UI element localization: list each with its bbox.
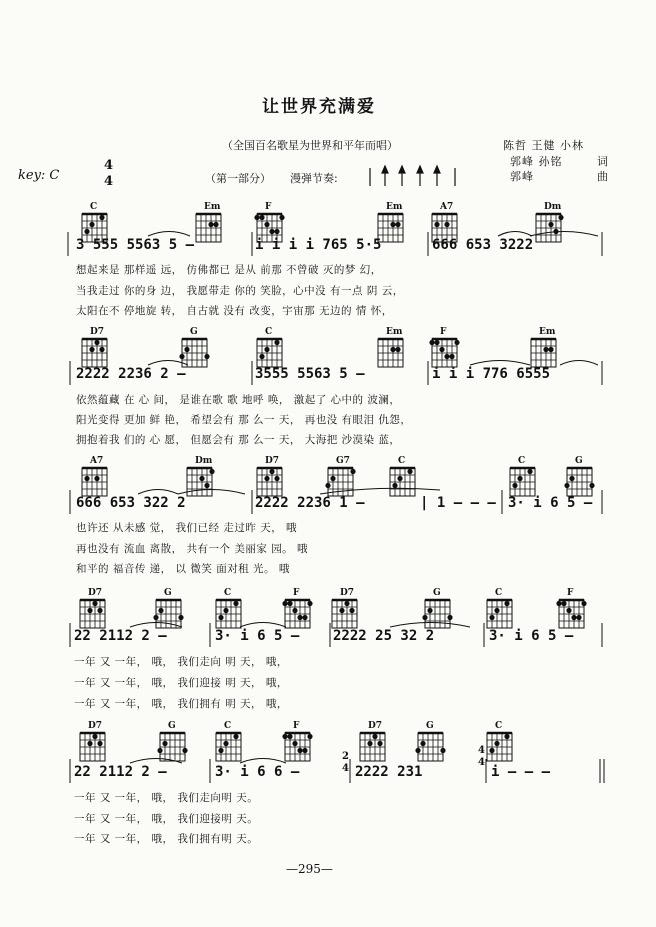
intro-label: 漫弹节奏: <box>290 172 338 185</box>
s3-measure-2: 2222 2236 1 — <box>255 495 365 511</box>
chord-finger-dot <box>233 601 238 606</box>
chord-finger-dot <box>581 601 586 606</box>
chord-name-0: D7 <box>88 721 103 731</box>
composer-label: 曲 <box>597 170 609 183</box>
chord-finger-dot <box>87 608 92 613</box>
chord-finger-dot <box>287 601 292 606</box>
chord-finger-dot <box>153 615 158 620</box>
time-signature-top: 4 <box>104 158 114 173</box>
s5-lyric-1: 一年 又 一年， 哦， 我们走向明 天。 <box>74 792 259 804</box>
chord-name-2: C <box>265 327 273 337</box>
chord-diagram <box>510 468 535 496</box>
chord-finger-dot <box>589 483 594 488</box>
chord-name-2: D7 <box>265 456 280 466</box>
chord-finger-dot <box>434 222 439 227</box>
s1-measure-3: 666 653 3222 <box>432 237 534 253</box>
chord-finger-dot <box>444 354 449 359</box>
chord-finger-dot <box>204 483 209 488</box>
chord-diagram <box>80 733 105 761</box>
chord-finger-dot <box>158 608 163 613</box>
chord-finger-dot <box>367 741 372 746</box>
chord-diagram <box>332 600 357 628</box>
slur <box>138 490 178 495</box>
chord-diagram <box>216 733 241 761</box>
chord-diagram <box>179 339 209 367</box>
chord-finger-dot <box>218 748 223 753</box>
chord-finger-dot <box>279 215 284 220</box>
chord-finger-dot <box>415 748 420 753</box>
chord-name-1: G <box>168 721 176 731</box>
chord-diagram <box>390 468 415 496</box>
chord-finger-dot <box>390 347 395 352</box>
chord-diagram <box>216 600 241 628</box>
chord-finger-dot <box>162 741 167 746</box>
chord-finger-dot <box>504 734 509 739</box>
chord-finger-dot <box>84 476 89 481</box>
chord-finger-dot <box>184 347 189 352</box>
chord-finger-dot <box>512 483 517 488</box>
chord-finger-dot <box>179 354 184 359</box>
chord-finger-dot <box>208 222 213 227</box>
chord-finger-dot <box>350 469 355 474</box>
chord-finger-dot <box>218 615 223 620</box>
chord-name-1: Em <box>204 202 221 212</box>
chord-name-4: F <box>440 327 447 337</box>
chord-finger-dot <box>213 222 218 227</box>
chord-name-5: C <box>518 456 526 466</box>
s2-measure-1: 2222 2236 2 — <box>76 366 186 382</box>
chord-finger-dot <box>97 741 102 746</box>
chord-finger-dot <box>302 748 307 753</box>
chord-finger-dot <box>178 615 183 620</box>
chord-diagram <box>531 339 556 367</box>
chord-diagram <box>282 600 312 628</box>
chord-finger-dot <box>429 340 434 345</box>
chord-finger-dot <box>274 476 279 481</box>
subtitle: （全国百名歌星为世界和平年而唱） <box>222 139 398 152</box>
chord-finger-dot <box>84 229 89 234</box>
chord-diagram <box>157 733 187 761</box>
chord-finger-dot <box>504 601 509 606</box>
key-signature: key: C <box>18 168 60 183</box>
chord-finger-dot <box>254 215 259 220</box>
time-signature-bottom: 4 <box>104 174 114 189</box>
chord-finger-dot <box>397 476 402 481</box>
chord-diagram <box>196 214 221 242</box>
chord-finger-dot <box>420 741 425 746</box>
chord-finger-dot <box>349 608 354 613</box>
chord-name-2: C <box>224 588 232 598</box>
chord-finger-dot <box>390 222 395 227</box>
chord-finger-dot <box>92 601 97 606</box>
page-number: —295— <box>286 862 333 876</box>
chord-finger-dot <box>292 608 297 613</box>
chord-finger-dot <box>182 748 187 753</box>
chord-name-3: F <box>293 588 300 598</box>
chord-finger-dot <box>92 734 97 739</box>
chord-finger-dot <box>454 340 459 345</box>
chord-name-5: G <box>433 588 441 598</box>
chord-finger-dot <box>489 748 494 753</box>
chord-finger-dot <box>548 347 553 352</box>
chord-finger-dot <box>427 608 432 613</box>
chord-finger-dot <box>307 601 312 606</box>
chord-name-0: C <box>90 202 98 212</box>
chord-finger-dot <box>204 354 209 359</box>
chord-finger-dot <box>434 340 439 345</box>
chord-finger-dot <box>297 615 302 620</box>
chord-name-1: G <box>164 588 172 598</box>
chord-name-4: D7 <box>340 588 355 598</box>
part-label: （第一部分） <box>205 172 271 185</box>
chord-finger-dot <box>274 340 279 345</box>
chord-finger-dot <box>439 347 444 352</box>
song-title: 让世界充满爱 <box>262 97 376 117</box>
chord-diagram <box>556 600 586 628</box>
time-change-4-4-bottom: 4 <box>478 757 485 768</box>
chord-diagram <box>360 733 385 761</box>
chord-diagram <box>378 214 403 242</box>
chord-diagram <box>282 733 312 761</box>
chord-diagram <box>257 468 282 496</box>
chord-name-4: A7 <box>440 202 454 212</box>
chord-finger-dot <box>407 469 412 474</box>
chord-finger-dot <box>157 748 162 753</box>
chord-diagram <box>187 468 215 496</box>
chord-finger-dot <box>259 215 264 220</box>
chord-diagram <box>564 468 594 496</box>
s4-lyric-3: 一年 又 一年， 哦， 我们拥有 明 天， 哦， <box>74 698 288 710</box>
chord-diagram <box>378 339 403 367</box>
chord-finger-dot <box>444 222 449 227</box>
chord-finger-dot <box>307 734 312 739</box>
slur <box>470 361 530 366</box>
s1-lyric-1: 想起来是 那样遥 远， 仿佛都已 是从 前那 不曾破 灭的梦 幻， <box>76 264 382 276</box>
slur <box>498 232 532 237</box>
chord-diagram <box>82 339 107 367</box>
lyric-label: 词 <box>597 155 609 168</box>
chord-finger-dot <box>558 215 563 220</box>
s5-measure-1: 22 2112 2 — <box>74 764 167 780</box>
chord-name-6: G <box>575 456 583 466</box>
chord-name-7: F <box>567 588 574 598</box>
chord-finger-dot <box>282 734 287 739</box>
chord-finger-dot <box>339 608 344 613</box>
strum-arrows <box>370 166 455 186</box>
chord-name-2: C <box>224 721 232 731</box>
chord-diagram <box>429 339 459 367</box>
chord-name-3: Em <box>386 202 403 212</box>
chord-finger-dot <box>269 229 274 234</box>
slur <box>560 361 598 366</box>
chord-finger-dot <box>223 608 228 613</box>
chord-diagram <box>487 600 512 628</box>
s2-lyric-3: 拥抱着我 们的 心 愿， 但愿会有 那 么一 天， 大海把 沙漠染 蓝， <box>76 434 401 446</box>
chord-finger-dot <box>259 354 264 359</box>
chord-finger-dot <box>274 229 279 234</box>
chord-diagram <box>257 339 282 367</box>
chord-name-5: Em <box>539 327 556 337</box>
s5-measure-4: i — — — <box>491 764 551 780</box>
composer-credit: 郭峰 <box>510 170 534 183</box>
chord-finger-dot <box>494 741 499 746</box>
chord-name-6: C <box>495 721 503 731</box>
chord-finger-dot <box>377 741 382 746</box>
chord-name-0: D7 <box>90 327 105 337</box>
chord-finger-dot <box>447 615 452 620</box>
chord-finger-dot <box>89 222 94 227</box>
chord-diagram <box>82 468 107 496</box>
chord-finger-dot <box>344 601 349 606</box>
chord-finger-dot <box>99 347 104 352</box>
chord-finger-dot <box>561 601 566 606</box>
s3-measure-1: 666 653 322 2 <box>76 495 186 511</box>
chord-finger-dot <box>233 734 238 739</box>
s2-measure-3: i i i 776 6555 <box>432 366 551 382</box>
chord-name-0: D7 <box>88 588 103 598</box>
s3-lyric-3: 和平的 福音传 递， 以 微笑 面对租 光。 哦 <box>76 563 290 575</box>
chord-finger-dot <box>223 741 228 746</box>
chord-finger-dot <box>94 340 99 345</box>
chord-name-1: G <box>190 327 198 337</box>
chord-finger-dot <box>87 741 92 746</box>
chord-finger-dot <box>199 476 204 481</box>
chord-name-4: D7 <box>368 721 383 731</box>
chord-finger-dot <box>395 347 400 352</box>
s1-lyric-2: 当我走过 你的身 边， 我愿带走 你的 笑脸，心中没 有一点 阴 云， <box>76 285 404 297</box>
s1-measure-2: i i i i 765 5·5 <box>255 237 382 253</box>
lyricist-credit: 郭峰 孙铭 <box>510 155 563 168</box>
chord-name-5: G <box>426 721 434 731</box>
chord-finger-dot <box>264 347 269 352</box>
s3-lyric-2: 再也没有 流血 离散， 共有一个 美丽家 园。 哦 <box>76 543 309 555</box>
s1-measure-1: 3 555 5563 5 — <box>76 237 195 253</box>
s1-lyric-3: 太阳在不 停地旋 转， 自古就 没有 改变，宇宙那 无边的 情 怀， <box>76 305 393 317</box>
chord-finger-dot <box>548 222 553 227</box>
chord-finger-dot <box>566 608 571 613</box>
s2-measure-2: 3555 5563 5 — <box>255 366 365 382</box>
chord-diagram <box>80 600 105 628</box>
chord-finger-dot <box>264 222 269 227</box>
time-change-2-4-bottom: 4 <box>342 763 349 774</box>
chord-name-4: C <box>398 456 406 466</box>
chord-finger-dot <box>302 615 307 620</box>
chord-finger-dot <box>556 601 561 606</box>
chord-name-0: A7 <box>90 456 104 466</box>
chord-name-3: G7 <box>336 456 350 466</box>
chord-finger-dot <box>564 483 569 488</box>
s4-measure-1: 22 2112 2 — <box>74 628 167 644</box>
chord-name-6: C <box>495 588 503 598</box>
s4-measure-2: 3· i 6 5 — <box>215 628 300 644</box>
chord-finger-dot <box>543 347 548 352</box>
s3-lyric-1: 也许还 从未感 觉， 我们已经 走过昨 天， 哦 <box>76 522 298 534</box>
chord-name-1: Dm <box>195 456 213 466</box>
chord-finger-dot <box>330 476 335 481</box>
chord-finger-dot <box>576 615 581 620</box>
chord-finger-dot <box>292 741 297 746</box>
chord-diagram <box>536 214 564 242</box>
chord-finger-dot <box>269 469 274 474</box>
chord-finger-dot <box>97 608 102 613</box>
slur <box>130 759 182 764</box>
chord-finger-dot <box>94 476 99 481</box>
chord-finger-dot <box>569 476 574 481</box>
s5-measure-2: 3· i 6 6 — <box>215 764 300 780</box>
chord-finger-dot <box>392 483 397 488</box>
chord-name-2: F <box>265 202 272 212</box>
s5-lyric-3: 一年 又 一年， 哦， 我们拥有明 天。 <box>74 833 259 845</box>
singers-credit: 陈哲 王健 小林 <box>503 139 584 152</box>
chord-name-3: F <box>293 721 300 731</box>
s2-lyric-2: 阳光变得 更加 鲜 艳， 希望会有 那 么一 天， 再也没 有眼泪 仇怨， <box>76 414 412 426</box>
chord-name-3: Em <box>386 327 403 337</box>
s4-lyric-2: 一年 又 一年， 哦， 我们迎接 明 天， 哦， <box>74 677 288 689</box>
chord-finger-dot <box>517 476 522 481</box>
s4-lyric-1: 一年 又 一年， 哦， 我们走向 明 天， 哦， <box>74 656 288 668</box>
chord-finger-dot <box>527 469 532 474</box>
slur <box>240 759 286 764</box>
s5-lyric-2: 一年 又 一年， 哦， 我们迎接明 天。 <box>74 813 259 825</box>
chord-finger-dot <box>89 347 94 352</box>
slur <box>240 623 286 628</box>
chord-finger-dot <box>287 734 292 739</box>
chord-finger-dot <box>494 608 499 613</box>
chord-finger-dot <box>449 354 454 359</box>
chord-finger-dot <box>325 483 330 488</box>
time-change-4-4-top: 4 <box>478 745 485 756</box>
chord-finger-dot <box>422 615 427 620</box>
time-change-2-4-top: 2 <box>342 751 349 762</box>
chord-diagram <box>487 733 512 761</box>
chord-finger-dot <box>297 748 302 753</box>
chord-finger-dot <box>99 215 104 220</box>
chord-name-5: Dm <box>544 202 562 212</box>
s4-measure-4: 3· i 6 5 — <box>489 628 574 644</box>
chord-finger-dot <box>264 476 269 481</box>
chord-finger-dot <box>395 222 400 227</box>
chord-diagram <box>415 733 445 761</box>
s3-measure-4: 3· i 6 5 — <box>508 495 593 511</box>
s4-measure-3: 2222 25 32 2 <box>333 628 435 644</box>
chord-finger-dot <box>209 469 214 474</box>
chord-finger-dot <box>571 615 576 620</box>
slur <box>148 232 190 237</box>
chord-finger-dot <box>282 601 287 606</box>
chord-finger-dot <box>440 748 445 753</box>
s5-measure-3: 2222 231 <box>355 764 423 780</box>
chord-finger-dot <box>489 615 494 620</box>
s3-measure-3: | 1 — — — <box>420 495 496 511</box>
chord-finger-dot <box>372 734 377 739</box>
s2-lyric-1: 依然蕴藏 在 心 间， 是谁在歌 歌 地呼 唤， 激起了 心中的 波澜， <box>76 394 401 406</box>
